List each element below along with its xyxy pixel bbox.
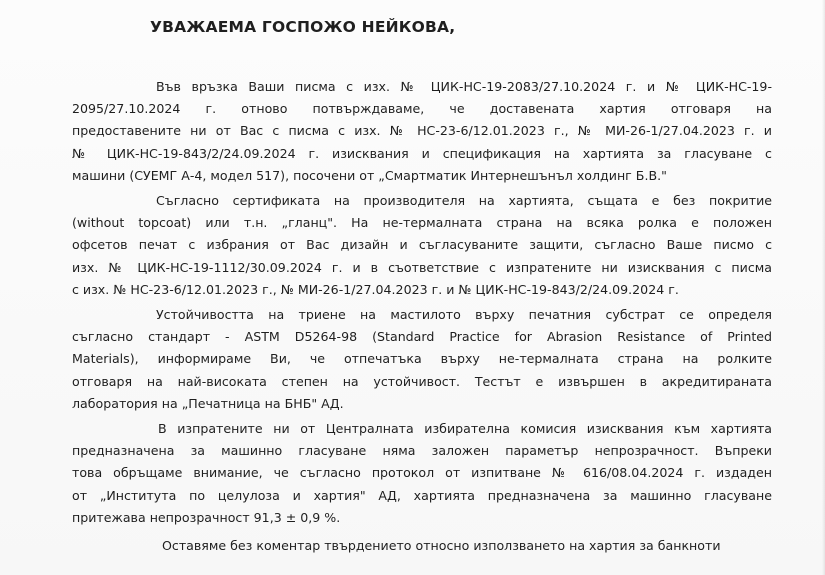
paragraph-line: притежава непрозрачност 91,3 ± 0,9 %. [72, 509, 341, 525]
paragraph-line: Съгласно сертификата на производителя на хартията, същата е без покритие [156, 193, 772, 209]
paragraph-line: Във връзка Ваши писма с изх. № ЦИК-НС-19-2083/27.10.2024 г. и № ЦИК-НС-19- [156, 79, 772, 94]
paragraph-line: лаборатория на „Печатница на БНБ" АД. [72, 395, 344, 411]
paragraph-line: офсетов печат с избрания от Вас дизайн и съгласуваните защити, съгласно Ваше писмо с [72, 237, 772, 253]
letter-salutation: УВАЖАЕМА ГОСПОЖО НЕЙКОВА, [150, 18, 456, 36]
paragraph-line: изх. № ЦИК-НС-19-1112/30.09.2024 г. и в съответствие с изпратените ни изисквания с писма [72, 259, 772, 275]
letter-body [72, 76, 772, 560]
paragraph-line: № ЦИК-НС-19-843/2/24.09.2024 г. изисквания и спецификация на хартията за гласуване с [72, 145, 772, 161]
paragraph-line: (without topcoat) или т.н. „гланц". На не-термалната страна на всяка ролка е положен [72, 215, 772, 231]
paragraph-line: машини (СУЕМГ А-4, модел 517), посочени от „Смартматик Интернешънъл холдинг Б.В." [72, 167, 667, 183]
paragraph-line: от „Института по целулоза и хартия" АД, хартията предназначена за машинно гласуване [72, 487, 772, 503]
paragraph-line: отговаря на най-високата степен на устойчивост. Тестът е извършен в акредитираната [72, 373, 772, 389]
paragraph-certificate [72, 190, 772, 301]
paragraph-line: 2095/27.10.2024 г. отново потвърждаваме, че доставената хартия отговаря на [72, 101, 772, 117]
paragraph-banknote-paper [72, 535, 772, 557]
paragraph-line: това обръщаме внимание, че съгласно протокол от изпитване № 616/08.04.2024 г. издаден [72, 465, 772, 481]
paragraph-line: Устойчивостта на триене на мастилото върху печатния субстрат се определя [156, 307, 772, 323]
paragraph-line: съгласно стандарт - ASTM D5264-98 (Standard Practice for Abrasion Resistance of Printed [72, 329, 772, 345]
paragraph-line: предоставените ни от Вас с писма с изх. № НС-23-6/12.01.2023 г., № МИ-26-1/27.04.2023 г. и [72, 123, 772, 139]
paragraph-line: предназначена за машинно гласуване няма заложен параметър непрозрачност. Въпреки [72, 443, 772, 459]
paragraph-line: Materials), информираме Ви, че отпечатъка върху не-термалната страна на ролките [72, 351, 772, 367]
paragraph-line: В изпратените ни от Централната избирателна комисия изисквания към хартията [158, 421, 772, 437]
paragraph-opacity [72, 418, 772, 529]
paragraph-abrasion-resistance [72, 304, 772, 415]
paragraph-reference-letters [72, 76, 772, 187]
paragraph-line: с изх. № НС-23-6/12.01.2023 г., № МИ-26-1/27.04.2023 г. и № ЦИК-НС-19-843/2/24.09.2024 г. [72, 281, 679, 297]
paragraph-line: Оставяме без коментар твърдението относно използването на хартия за банкноти [162, 538, 721, 554]
